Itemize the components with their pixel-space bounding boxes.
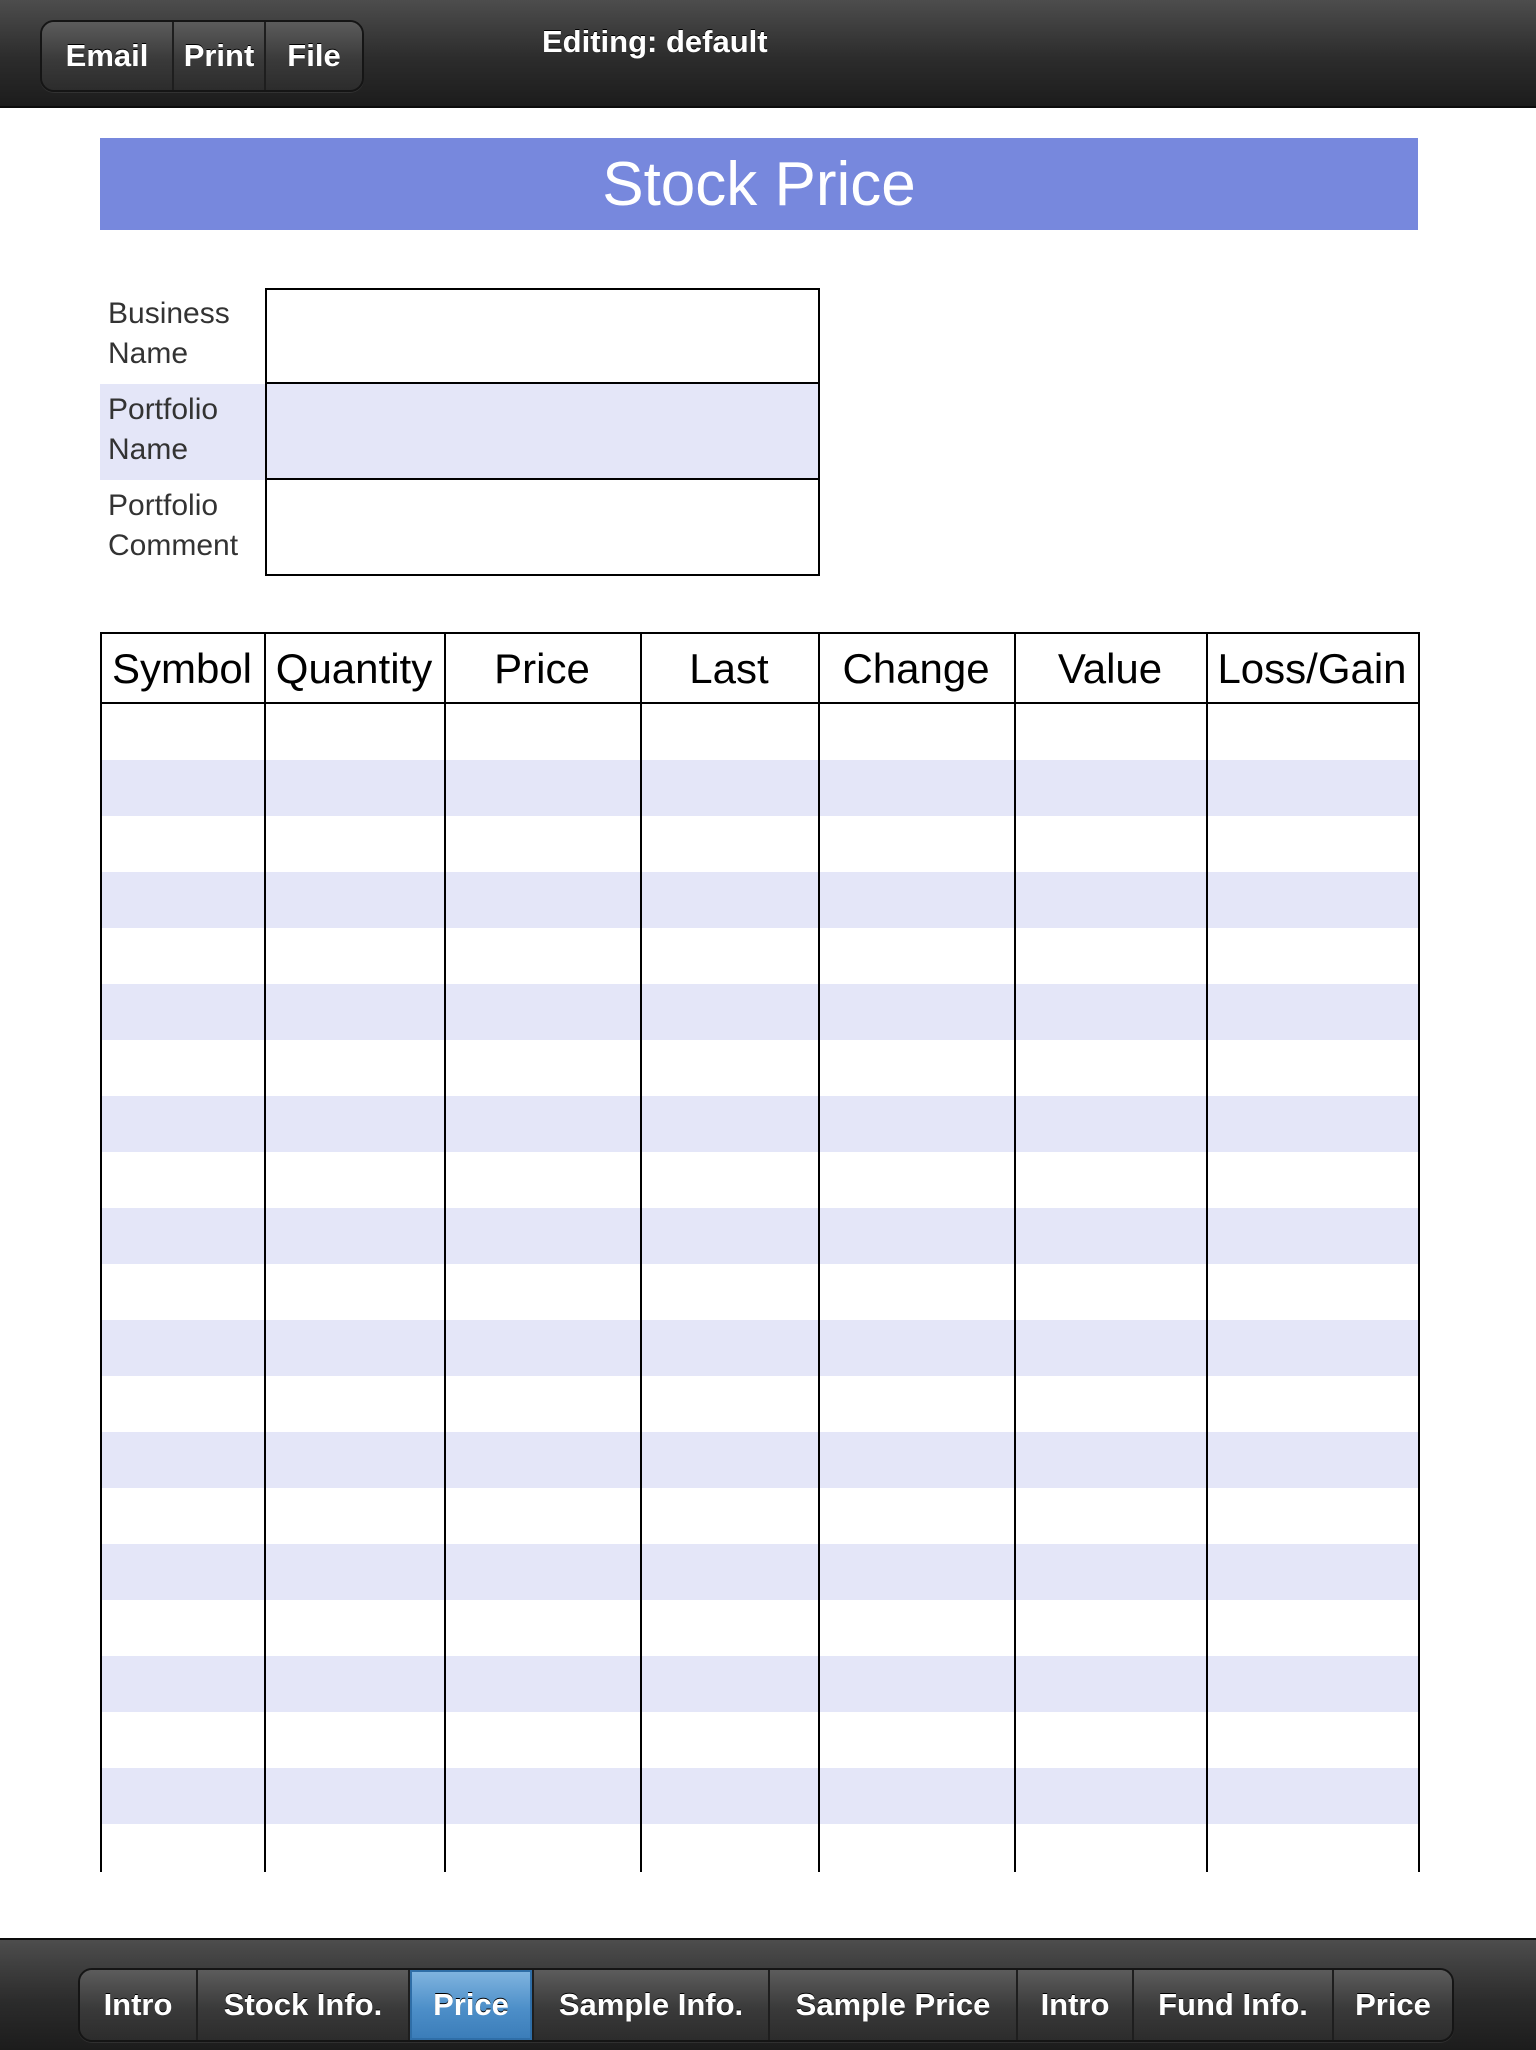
business-name-field[interactable] [265, 288, 820, 384]
table-cell[interactable] [100, 1600, 264, 1656]
table-cell[interactable] [640, 1656, 818, 1712]
table-cell[interactable] [100, 1264, 264, 1320]
table-cell[interactable] [100, 1488, 264, 1544]
table-cell[interactable] [1014, 1656, 1206, 1712]
table-cell[interactable] [640, 760, 818, 816]
table-cell[interactable] [818, 1152, 1014, 1208]
table-cell[interactable] [100, 872, 264, 928]
table-cell[interactable] [444, 760, 640, 816]
table-cell[interactable] [444, 816, 640, 872]
table-cell[interactable] [264, 984, 444, 1040]
table-row [100, 1488, 1420, 1544]
portfolio-comment-field[interactable] [265, 480, 820, 576]
column-divider [264, 632, 266, 1872]
table-cell[interactable] [818, 1208, 1014, 1264]
page-title: Stock Price [100, 138, 1418, 230]
table-row [100, 816, 1420, 872]
table-cell[interactable] [444, 1768, 640, 1824]
table-cell[interactable] [640, 1264, 818, 1320]
table-cell[interactable] [818, 872, 1014, 928]
table-cell[interactable] [1014, 1544, 1206, 1600]
table-cell[interactable] [100, 1208, 264, 1264]
table-cell[interactable] [264, 1320, 444, 1376]
bottom-tab-bar [0, 1938, 1536, 2050]
table-cell[interactable] [1014, 1768, 1206, 1824]
table-cell[interactable] [1014, 928, 1206, 984]
table-row [100, 1320, 1420, 1376]
table-cell[interactable] [818, 1768, 1014, 1824]
table-cell[interactable] [1014, 1376, 1206, 1432]
table-cell[interactable] [444, 1152, 640, 1208]
table-cell[interactable] [444, 1040, 640, 1096]
table-row [100, 1544, 1420, 1600]
table-row [100, 760, 1420, 816]
table-cell[interactable] [818, 1096, 1014, 1152]
table-cell[interactable] [1206, 928, 1418, 984]
table-cell[interactable] [818, 1320, 1014, 1376]
tab-price-7[interactable]: Price [1332, 1970, 1452, 2040]
table-header [100, 632, 1420, 704]
table-cell[interactable] [1206, 1040, 1418, 1096]
table-cell[interactable] [640, 1432, 818, 1488]
table-cell[interactable] [1206, 1488, 1418, 1544]
table-row [100, 984, 1420, 1040]
table-cell[interactable] [818, 1432, 1014, 1488]
table-cell[interactable] [640, 1824, 818, 1880]
table-cell[interactable] [444, 1824, 640, 1880]
table-cell[interactable] [1014, 872, 1206, 928]
table-cell[interactable] [100, 1544, 264, 1600]
table-cell[interactable] [1014, 1264, 1206, 1320]
table-row [100, 704, 1420, 760]
table-cell[interactable] [264, 1712, 444, 1768]
table-row [100, 1656, 1420, 1712]
table-cell[interactable] [1206, 1712, 1418, 1768]
table-cell[interactable] [264, 1432, 444, 1488]
table-row [100, 1712, 1420, 1768]
table-cell[interactable] [1206, 816, 1418, 872]
table-cell[interactable] [100, 1040, 264, 1096]
table-cell[interactable] [264, 1488, 444, 1544]
table-cell[interactable] [264, 704, 444, 760]
table-cell[interactable] [444, 872, 640, 928]
column-divider [818, 632, 820, 1872]
column-header-loss-gain: Loss/Gain [1217, 645, 1407, 692]
table-cell[interactable] [264, 1768, 444, 1824]
table-cell[interactable] [444, 1376, 640, 1432]
table-cell[interactable] [1206, 1152, 1418, 1208]
table-cell[interactable] [1206, 1600, 1418, 1656]
portfolio-name-field[interactable] [265, 384, 820, 480]
column-header-value: Value [1057, 645, 1163, 692]
table-cell[interactable] [444, 1264, 640, 1320]
column-divider [1206, 632, 1208, 1872]
table-cell[interactable] [444, 1488, 640, 1544]
table-cell[interactable] [640, 872, 818, 928]
table-cell[interactable] [640, 1488, 818, 1544]
table-cell[interactable] [1014, 1488, 1206, 1544]
table-cell[interactable] [818, 1488, 1014, 1544]
table-row [100, 1768, 1420, 1824]
column-divider [1418, 632, 1420, 1872]
table-cell[interactable] [1206, 1656, 1418, 1712]
table-cell[interactable] [444, 1432, 640, 1488]
table-cell[interactable] [264, 1096, 444, 1152]
table-row [100, 1208, 1420, 1264]
table-cell[interactable] [100, 928, 264, 984]
column-header-last: Last [689, 645, 769, 692]
table-row [100, 1824, 1420, 1880]
table-cell[interactable] [640, 704, 818, 760]
table-row [100, 1600, 1420, 1656]
table-cell[interactable] [444, 704, 640, 760]
table-cell[interactable] [264, 760, 444, 816]
table-cell[interactable] [264, 1656, 444, 1712]
table-cell[interactable] [818, 984, 1014, 1040]
table-cell[interactable] [640, 984, 818, 1040]
table-row [100, 1152, 1420, 1208]
table-cell[interactable] [1206, 984, 1418, 1040]
top-toolbar [0, 0, 1536, 108]
table-cell[interactable] [1014, 1432, 1206, 1488]
table-cell[interactable] [640, 1712, 818, 1768]
table-cell[interactable] [100, 984, 264, 1040]
table-cell[interactable] [640, 1376, 818, 1432]
table-cell[interactable] [264, 1152, 444, 1208]
table-cell[interactable] [818, 1040, 1014, 1096]
table-cell[interactable] [818, 1824, 1014, 1880]
file-button[interactable]: File [264, 22, 362, 90]
tab-intro-0[interactable]: Intro [80, 1970, 196, 2040]
table-row [100, 1040, 1420, 1096]
table-cell[interactable] [640, 1600, 818, 1656]
tab-fund-info-6[interactable]: Fund Info. [1132, 1970, 1332, 2040]
table-cell[interactable] [444, 1656, 640, 1712]
business-name-row [100, 288, 820, 384]
table-cell[interactable] [264, 1208, 444, 1264]
table-cell[interactable] [100, 1376, 264, 1432]
table-cell[interactable] [818, 1656, 1014, 1712]
table-cell[interactable] [1014, 1824, 1206, 1880]
table-cell[interactable] [264, 872, 444, 928]
table-cell[interactable] [1014, 1152, 1206, 1208]
column-divider [1014, 632, 1016, 1872]
column-header-change: Change [842, 645, 990, 692]
table-cell[interactable] [640, 1320, 818, 1376]
portfolio-name-label: Portfolio Name [100, 384, 265, 480]
table-cell[interactable] [640, 1208, 818, 1264]
table-cell[interactable] [1014, 1096, 1206, 1152]
table-cell[interactable] [1014, 704, 1206, 760]
business-name-label: Business Name [108, 297, 230, 370]
table-cell[interactable] [818, 704, 1014, 760]
column-header-symbol: Symbol [111, 645, 253, 692]
table-cell[interactable] [100, 1768, 264, 1824]
table-cell[interactable] [1206, 1376, 1418, 1432]
email-button[interactable]: Email [42, 22, 172, 90]
table-cell[interactable] [640, 1096, 818, 1152]
column-divider [444, 632, 446, 1872]
tab-group [78, 1968, 1454, 2042]
table-cell[interactable] [818, 1600, 1014, 1656]
print-button[interactable]: Print [172, 22, 264, 90]
table-cell[interactable] [100, 1096, 264, 1152]
table-cell[interactable] [1206, 1208, 1418, 1264]
editing-status: Editing: default [542, 24, 768, 59]
table-cell[interactable] [264, 816, 444, 872]
table-cell[interactable] [264, 928, 444, 984]
portfolio-name-row [100, 384, 820, 480]
table-cell[interactable] [444, 928, 640, 984]
table-row [100, 1264, 1420, 1320]
table-cell[interactable] [444, 1600, 640, 1656]
table-cell[interactable] [264, 1376, 444, 1432]
table-cell[interactable] [1206, 760, 1418, 816]
table-cell[interactable] [100, 1712, 264, 1768]
table-cell[interactable] [264, 1264, 444, 1320]
table-cell[interactable] [444, 1096, 640, 1152]
table-cell[interactable] [1206, 1264, 1418, 1320]
table-cell[interactable] [444, 1712, 640, 1768]
table-cell[interactable] [640, 1152, 818, 1208]
table-cell[interactable] [264, 1824, 444, 1880]
toolbar-button-group [40, 20, 364, 92]
table-row [100, 872, 1420, 928]
table-cell[interactable] [100, 1824, 264, 1880]
table-cell[interactable] [100, 816, 264, 872]
table-cell[interactable] [1206, 1432, 1418, 1488]
table-cell[interactable] [640, 928, 818, 984]
table-row [100, 928, 1420, 984]
table-cell[interactable] [1206, 872, 1418, 928]
table-cell[interactable] [1206, 1544, 1418, 1600]
table-cell[interactable] [818, 760, 1014, 816]
table-cell[interactable] [100, 1432, 264, 1488]
table-cell[interactable] [100, 1656, 264, 1712]
table-cell[interactable] [1014, 1208, 1206, 1264]
table-cell[interactable] [100, 760, 264, 816]
table-cell[interactable] [818, 928, 1014, 984]
tab-sample-price-4[interactable]: Sample Price [768, 1970, 1016, 2040]
table-cell[interactable] [640, 1040, 818, 1096]
table-cell[interactable] [100, 1320, 264, 1376]
table-cell[interactable] [1014, 760, 1206, 816]
table-cell[interactable] [1206, 1768, 1418, 1824]
table-cell[interactable] [1014, 1040, 1206, 1096]
table-cell[interactable] [444, 1208, 640, 1264]
table-cell[interactable] [264, 1544, 444, 1600]
table-cell[interactable] [1014, 1600, 1206, 1656]
tab-stock-info-1[interactable]: Stock Info. [196, 1970, 408, 2040]
table-cell[interactable] [1206, 1320, 1418, 1376]
tab-intro-5[interactable]: Intro [1016, 1970, 1132, 2040]
table-cell[interactable] [640, 816, 818, 872]
column-header-quantity: Quantity [275, 645, 433, 692]
portfolio-comment-label: Portfolio Comment [108, 489, 239, 562]
table-cell[interactable] [100, 704, 264, 760]
column-header-price: Price [494, 645, 590, 692]
table-cell[interactable] [1014, 1712, 1206, 1768]
tab-sample-info-3[interactable]: Sample Info. [532, 1970, 768, 2040]
stock-table [100, 632, 1420, 1872]
table-row [100, 1432, 1420, 1488]
table-cell[interactable] [640, 1768, 818, 1824]
table-cell[interactable] [100, 1152, 264, 1208]
table-cell[interactable] [818, 1376, 1014, 1432]
table-cell[interactable] [640, 1544, 818, 1600]
table-cell[interactable] [1014, 816, 1206, 872]
table-cell[interactable] [264, 1600, 444, 1656]
table-cell[interactable] [1206, 1096, 1418, 1152]
table-cell[interactable] [444, 984, 640, 1040]
tab-price-2[interactable]: Price [408, 1970, 532, 2040]
table-cell[interactable] [1206, 704, 1418, 760]
column-divider [640, 632, 642, 1872]
table-cell[interactable] [444, 1544, 640, 1600]
table-cell[interactable] [1014, 984, 1206, 1040]
table-row [100, 1376, 1420, 1432]
column-divider [100, 632, 102, 1872]
table-cell[interactable] [818, 1264, 1014, 1320]
table-cell[interactable] [444, 1320, 640, 1376]
table-cell[interactable] [1014, 1320, 1206, 1376]
table-cell[interactable] [264, 1040, 444, 1096]
table-cell[interactable] [818, 816, 1014, 872]
table-cell[interactable] [818, 1544, 1014, 1600]
table-cell[interactable] [818, 1712, 1014, 1768]
table-row [100, 1096, 1420, 1152]
table-cell[interactable] [1206, 1824, 1418, 1880]
portfolio-comment-row [100, 480, 820, 576]
